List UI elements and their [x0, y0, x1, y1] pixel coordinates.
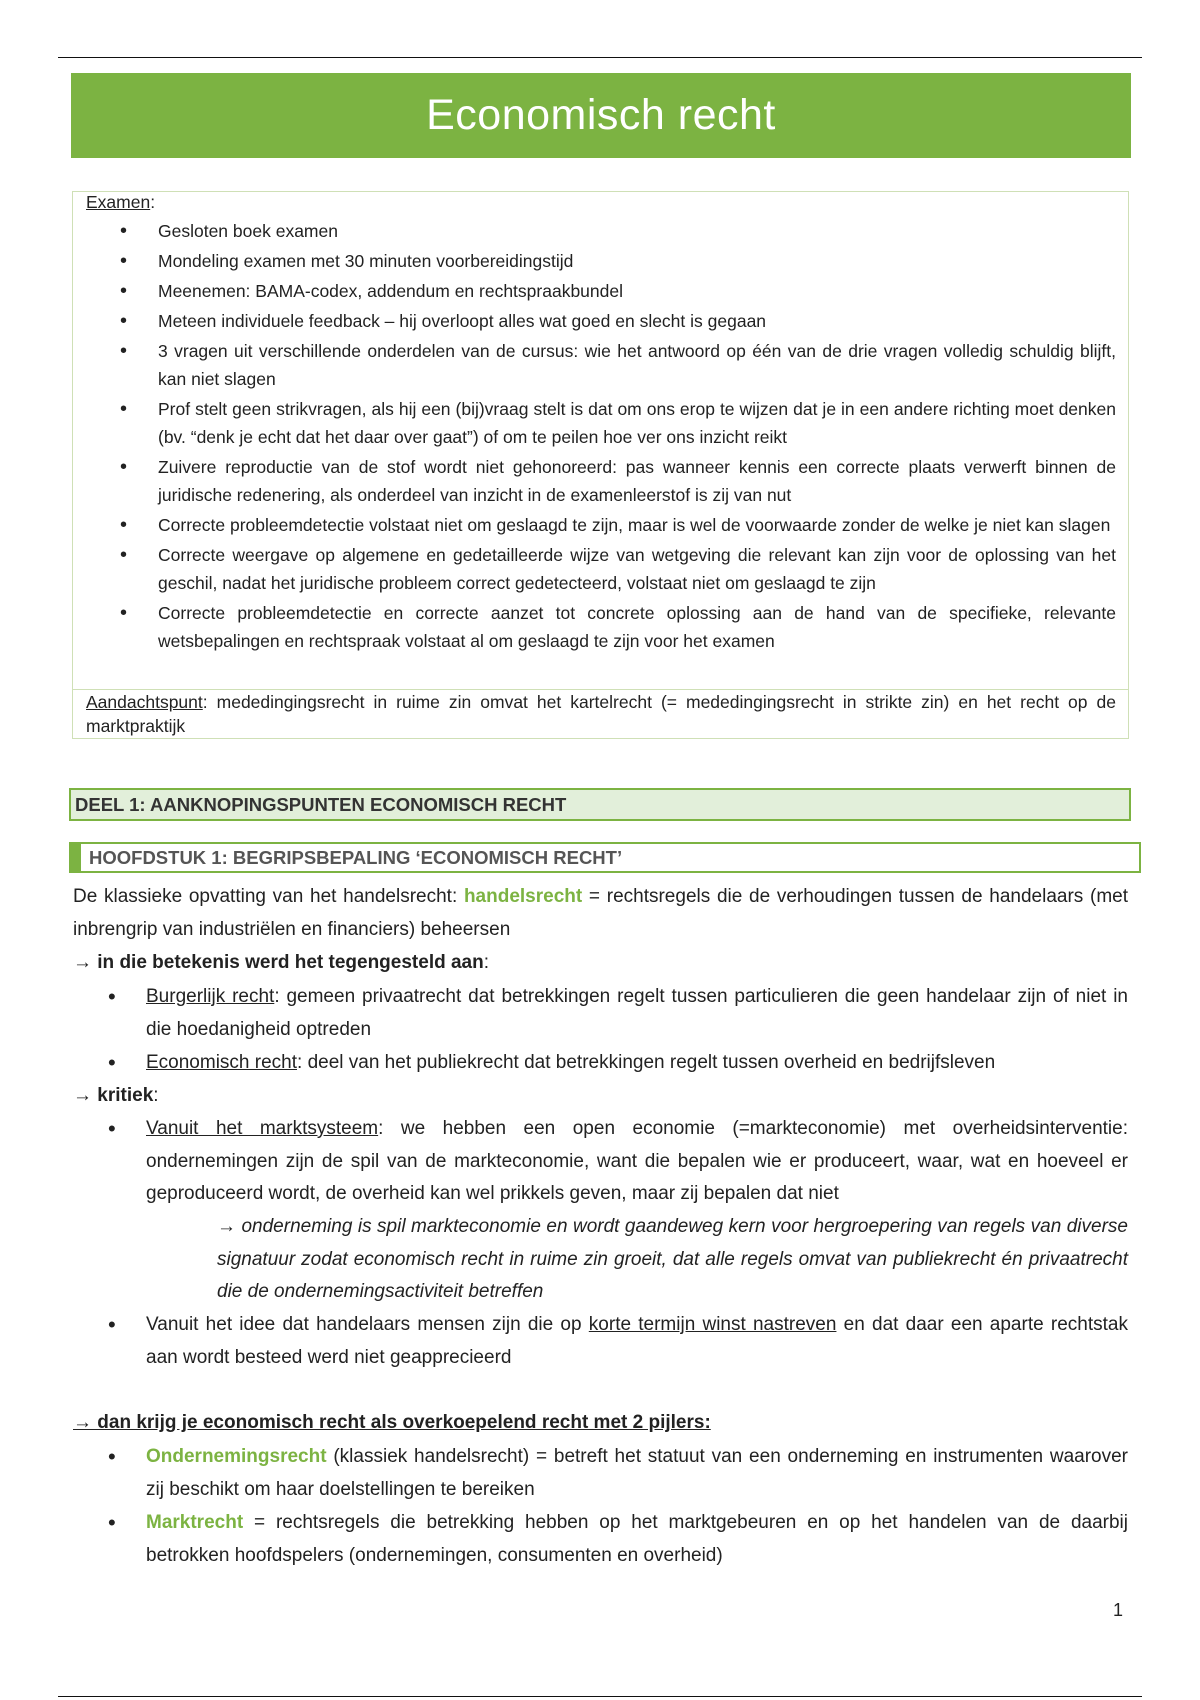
list-item: • Meenemen: BAMA-codex, addendum en rechtspraakbundel	[73, 277, 1128, 305]
opposed-text: in die betekenis werd het tegengesteld aan	[97, 952, 484, 973]
pillar1-text: (klassiek handelsrecht) = betreft het statuut van een onderneming en instrumenten waarover zij beschikt om haar doelstellingen te bereiken	[146, 1446, 1128, 1500]
attention-label: Aandachtspunt	[86, 692, 203, 712]
top-rule	[58, 57, 1142, 58]
chapter-heading: HOOFDSTUK 1: BEGRIPSBEPALING ‘ECONOMISCH RECHT’	[69, 842, 1141, 873]
intro-paragraph	[73, 881, 1128, 946]
exam-heading	[86, 192, 155, 213]
intro-pre: De klassieke opvatting van het handelsrecht:	[73, 886, 464, 907]
attention-note	[86, 690, 1116, 738]
critique-text: kritiek	[97, 1085, 154, 1106]
opposed-line	[73, 947, 1128, 980]
list-item	[146, 1047, 1128, 1080]
list-item	[146, 981, 1128, 1046]
term-handelsrecht: handelsrecht	[463, 886, 583, 907]
term-marktsysteem: Vanuit het marktsysteem	[146, 1118, 379, 1139]
exam-heading-label: Examen	[86, 192, 151, 212]
term-ondernemingsrecht: Ondernemingsrecht	[146, 1446, 327, 1467]
bottom-rule	[58, 1696, 1142, 1697]
term-economisch-recht: Economisch recht	[146, 1052, 298, 1073]
market-text: : we hebben een open economie (=markteconomie) met overheidsinterventie: ondernemingen zijn de spil van de markteconomie, want die bepalen wie er produceert, waar, wat en hoeveel er geproduceerd wordt, de overheid kan wel prikkels geven, maar zij bepalen dat niet	[146, 1118, 1128, 1204]
list-item: • 3 vragen uit verschillende onderdelen van de cursus: wie het antwoord op één van de drie vragen volledig schuldig blijft, kan niet slagen	[73, 337, 1128, 393]
section-heading: DEEL 1: AANKNOPINGSPUNTEN ECONOMISCH RECHT	[69, 788, 1131, 821]
list-item	[146, 1309, 1128, 1374]
list-item: • Correcte probleemdetectie volstaat niet om geslaagd te zijn, maar is wel de voorwaarde zonder de welke je niet kan slagen	[73, 511, 1128, 539]
arrow: →	[73, 952, 98, 973]
list-item: • Correcte weergave op algemene en gedetailleerde wijze van wetgeving die relevant kan zijn voor de oplossing van het geschil, nadat het juridische probleem correct gedetecteerd, volstaat niet om geslaagd te zijn	[73, 541, 1128, 597]
list-item: • Mondeling examen met 30 minuten voorbereidingstijd	[73, 247, 1128, 275]
italic-note: → onderneming is spil markteconomie en wordt gaandeweg kern voor hergroepering van regels van diverse signatuur zodat economisch recht in ruime zin groeit, dat alle regels omvat van publiekrecht én privaatrecht die de ondernemingsactiviteit betreffen	[217, 1216, 1128, 1302]
exam-list	[73, 217, 1128, 657]
list-item: • Correcte probleemdetectie en correcte aanzet tot concrete oplossing aan de hand van de specifieke, relevante wetsbepalingen en rechtspraak volstaat al om geslaagd te zijn voor het examen	[73, 599, 1128, 655]
term-burgerlijk-recht: Burgerlijk recht	[146, 986, 275, 1007]
list-item	[146, 1113, 1128, 1211]
exam-heading-colon: :	[150, 192, 156, 212]
critique-colon: :	[153, 1085, 159, 1106]
bullet: •	[108, 1444, 116, 1469]
pillars-heading	[73, 1407, 1128, 1440]
page-title: Economisch recht	[71, 73, 1131, 158]
intro-post: = rechtsregels die de verhoudingen tussen de handelaars (met inbrengrip van industriëlen en financiers) beheersen	[73, 886, 1128, 940]
opposed-colon: :	[483, 952, 490, 973]
traders-post: en dat daar een aparte rechtstak aan wordt besteed werd niet geapprecieerd	[146, 1314, 1128, 1368]
attention-text: : mededingingsrecht in ruime zin omvat het kartelrecht (= mededingingsrecht in strikte zin) en het recht op de marktpraktijk	[86, 692, 1116, 736]
bullet: •	[108, 1510, 116, 1535]
list-item: • Zuivere reproductie van de stof wordt niet gehonoreerd: pas wanneer kennis een correcte plaats verwerft binnen de juridische redenering, als onderdeel van inzicht in de examenleerstof is zij van nut	[73, 453, 1128, 509]
term-marktrecht: Marktrecht	[146, 1512, 244, 1533]
list-item: • Meteen individuele feedback – hij overloopt alles wat goed en slecht is gegaan	[73, 307, 1128, 335]
list-item: • Prof stelt geen strikvragen, als hij een (bij)vraag stelt is dat om ons erop te wijzen dat je in een andere richting moet denken (bv. “denk je echt dat het daar over gaat”) of om te peilen hoe ver ons inzicht reikt	[73, 395, 1128, 451]
pillar2-text: = rechtsregels die betrekking hebben op het marktgebeuren en op het handelen van de daarbij betrokken hoofdspelers (ondernemingen, consumenten en overheid)	[146, 1512, 1128, 1566]
bullet: •	[108, 1312, 116, 1337]
civil-text: : gemeen privaatrecht dat betrekkingen regelt tussen particulieren die geen handelaar zijn of niet in die hoedanigheid optreden	[146, 986, 1128, 1040]
arrow: →	[73, 1085, 98, 1106]
bullet: •	[108, 1050, 116, 1075]
bullet: •	[108, 1116, 116, 1141]
traders-pre: Vanuit het idee dat handelaars mensen zijn die op	[146, 1314, 589, 1335]
econ-text: : deel van het publiekrecht dat betrekkingen regelt tussen overheid en bedrijfsleven	[297, 1052, 996, 1073]
list-item	[146, 1441, 1128, 1506]
bullet: •	[108, 984, 116, 1009]
exam-info-box	[72, 191, 1129, 739]
pillars-text: → dan krijg je economisch recht als overkoepelend recht met 2 pijlers:	[73, 1412, 711, 1433]
traders-underline: korte termijn winst nastreven	[588, 1314, 837, 1335]
list-item	[146, 1507, 1128, 1572]
critique-line	[73, 1080, 1128, 1113]
page-number: 1	[1113, 1600, 1124, 1620]
list-item: • Gesloten boek examen	[73, 217, 1128, 245]
